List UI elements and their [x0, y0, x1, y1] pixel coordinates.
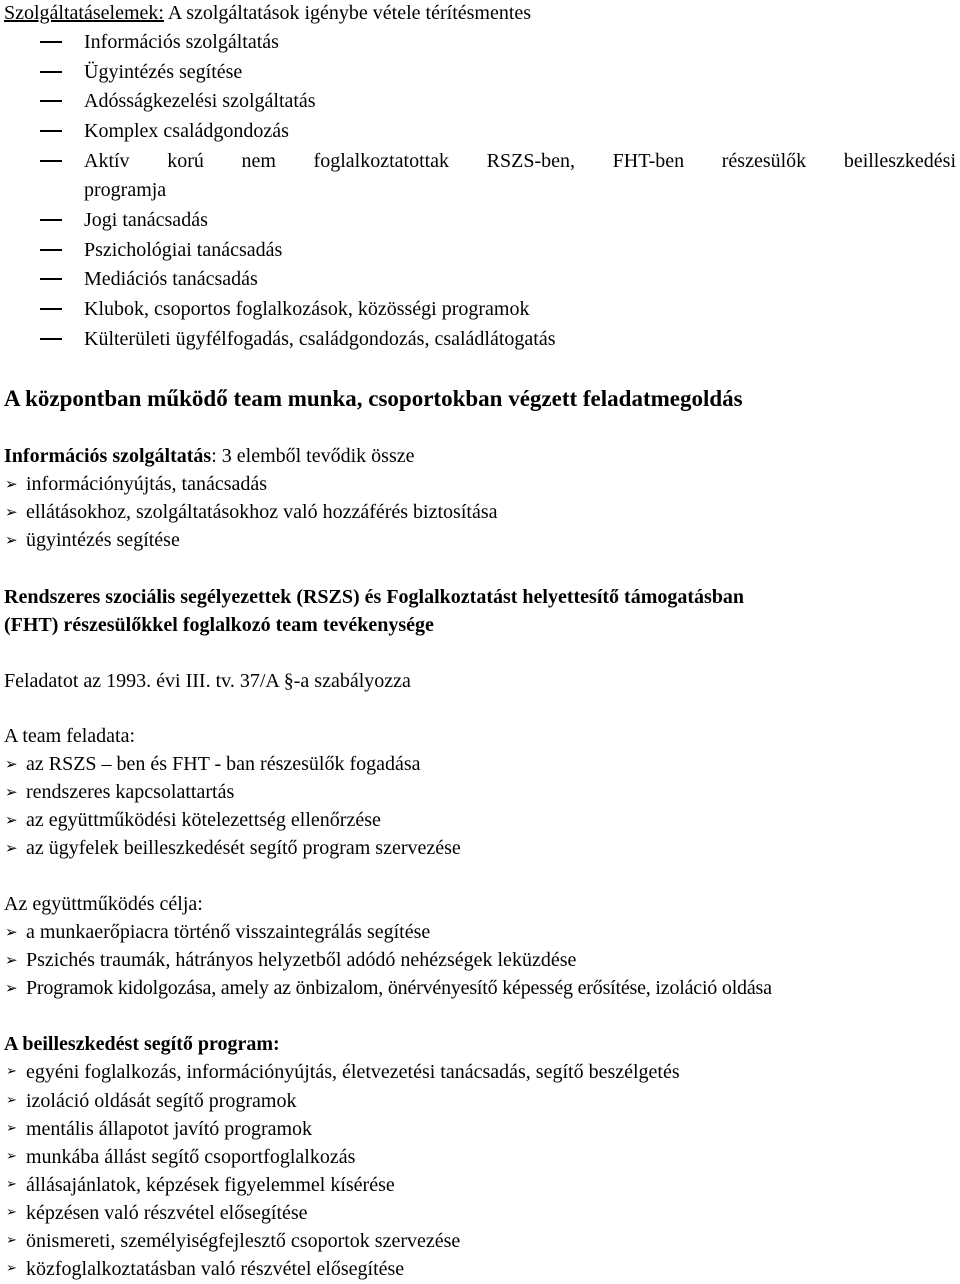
- dash-bullet-icon: [40, 71, 62, 73]
- dash-bullet-icon: [40, 100, 62, 102]
- list-item-text: munkába állást segítő csoportfoglalkozás: [26, 1146, 356, 1168]
- dash-bullet-icon: [40, 219, 62, 221]
- list-item-text: Ügyintézés segítése: [84, 61, 243, 83]
- services-title-rest: A szolgáltatások igénybe vétele térítésmentes: [163, 2, 532, 24]
- list-item-text: Jogi tanácsadás: [84, 209, 208, 231]
- services-title-underlined: Szolgáltatáselemek:: [4, 2, 164, 24]
- list-item-text: Mediációs tanácsadás: [84, 268, 258, 290]
- info-service-label-bold: Információs szolgáltatás: [4, 445, 212, 467]
- arrow-bullet-icon: ➢: [5, 951, 18, 969]
- list-item-continuation: programja: [84, 179, 167, 201]
- list-item-text: Programok kidolgozása, amely az önbizalom, önérvényesítő képesség erősítése, izoláció oldása: [26, 977, 772, 999]
- list-item-text: Információs szolgáltatás: [84, 31, 279, 53]
- team-task-title: A team feladata:: [4, 725, 136, 747]
- list-item-text: Külterületi ügyfélfogadás, családgondozás, családlátogatás: [84, 328, 556, 350]
- arrow-bullet-icon: ➢: [6, 1177, 17, 1192]
- list-item-text: információnyújtás, tanácsadás: [26, 473, 268, 495]
- list-item-text: az ügyfelek beilleszkedését segítő program szervezése: [26, 837, 461, 859]
- arrow-bullet-icon: ➢: [6, 1149, 17, 1164]
- arrow-bullet-icon: ➢: [5, 475, 18, 493]
- list-item-text: Aktív korú nem foglalkoztatottak RSZS-ben, FHT-ben részesülők beilleszkedési: [84, 150, 956, 172]
- list-item-text: egyéni foglalkozás, információnyújtás, életvezetési tanácsadás, segítő beszélgetés: [26, 1061, 680, 1083]
- list-item-text: ügyintézés segítése: [26, 529, 180, 551]
- arrow-bullet-icon: ➢: [5, 503, 18, 521]
- integration-program-title: A beilleszkedést segítő program:: [4, 1033, 280, 1055]
- list-item-text: közfoglalkoztatásban való részvétel elősegítése: [26, 1258, 405, 1280]
- dash-bullet-icon: [40, 308, 62, 310]
- cooperation-goal-title: Az együttműködés célja:: [4, 893, 203, 915]
- dash-bullet-icon: [40, 249, 62, 251]
- list-item-text: az együttműködési kötelezettség ellenőrzése: [26, 809, 381, 831]
- rszs-heading-line2: (FHT) részesülőkkel foglalkozó team tevékenysége: [4, 614, 434, 636]
- list-item-text: ellátásokhoz, szolgáltatásokhoz való hozzáférés biztosítása: [26, 501, 498, 523]
- arrow-bullet-icon: ➢: [6, 1093, 17, 1108]
- arrow-bullet-icon: ➢: [5, 531, 18, 549]
- arrow-bullet-icon: ➢: [5, 923, 18, 941]
- arrow-bullet-icon: ➢: [6, 1205, 17, 1220]
- list-item-text: izoláció oldását segítő programok: [26, 1090, 297, 1112]
- list-item-text: Pszichológiai tanácsadás: [84, 239, 283, 261]
- arrow-bullet-icon: ➢: [6, 1233, 17, 1248]
- arrow-bullet-icon: ➢: [5, 979, 18, 997]
- arrow-bullet-icon: ➢: [6, 1121, 17, 1136]
- list-item-text: képzésen való részvétel elősegítése: [26, 1202, 308, 1224]
- info-service-label-rest: : 3 elemből tevődik össze: [211, 445, 415, 467]
- list-item-text: Klubok, csoportos foglalkozások, közösségi programok: [84, 298, 530, 320]
- dash-bullet-icon: [40, 41, 62, 43]
- team-heading: A központban működő team munka, csoportokban végzett feladatmegoldás: [4, 386, 743, 411]
- list-item-text: Komplex családgondozás: [84, 120, 289, 142]
- info-service-label: [4, 443, 960, 469]
- dash-bullet-icon: [40, 130, 62, 132]
- regulation-text: Feladatot az 1993. évi III. tv. 37/A §-a szabályozza: [4, 670, 411, 692]
- list-item-text: Pszichés traumák, hátrányos helyzetből adódó nehézségek leküzdése: [26, 949, 577, 971]
- list-item-text: az RSZS – ben és FHT - ban részesülők fogadása: [26, 753, 421, 775]
- arrow-bullet-icon: ➢: [6, 1064, 17, 1079]
- list-item-text: állásajánlatok, képzések figyelemmel kísérése: [26, 1174, 395, 1196]
- dash-bullet-icon: [40, 160, 62, 162]
- services-title: [4, 0, 960, 26]
- arrow-bullet-icon: ➢: [6, 1261, 17, 1276]
- dash-bullet-icon: [40, 278, 62, 280]
- list-item-text: Adósságkezelési szolgáltatás: [84, 90, 316, 112]
- list-item-text: rendszeres kapcsolattartás: [26, 781, 235, 803]
- list-item-text: önismereti, személyiségfejlesztő csoportok szervezése: [26, 1230, 461, 1252]
- dash-bullet-icon: [40, 338, 62, 340]
- arrow-bullet-icon: ➢: [5, 811, 18, 829]
- list-item-text: a munkaerőpiacra történő visszaintegrálás segítése: [26, 921, 431, 943]
- list-item-text: mentális állapotot javító programok: [26, 1118, 313, 1140]
- rszs-heading-line1: Rendszeres szociális segélyezettek (RSZS) és Foglalkoztatást helyettesítő támogatásban: [4, 586, 745, 608]
- arrow-bullet-icon: ➢: [5, 755, 18, 773]
- arrow-bullet-icon: ➢: [5, 783, 18, 801]
- arrow-bullet-icon: ➢: [5, 839, 18, 857]
